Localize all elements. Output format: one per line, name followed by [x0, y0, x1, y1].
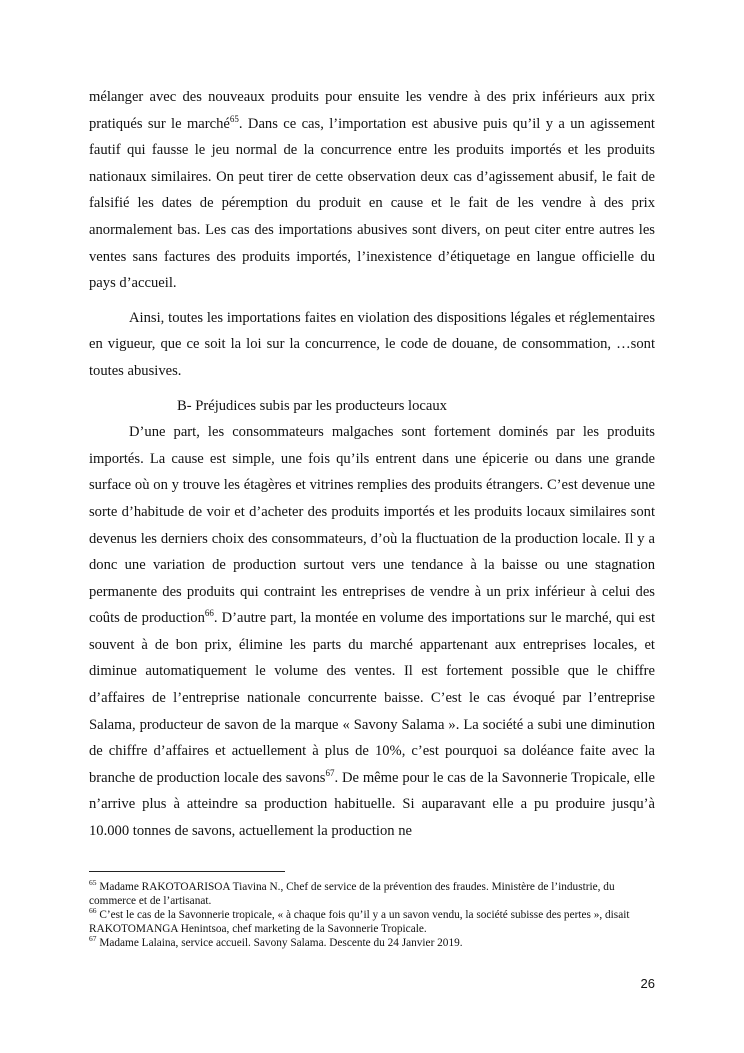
footnote-65	[89, 880, 655, 908]
footnote-separator	[89, 871, 285, 872]
footnote-ref-67: 67	[325, 767, 335, 778]
body-text	[89, 84, 655, 845]
footnote-ref-65: 65	[229, 113, 239, 124]
paragraph-text: . Dans ce cas, l’importation est abusive puis qu’il y a un agissement fautif qui fausse le jeu normal de la concurrence entre les produits importés et les produits nationaux similaires. On peut tirer de cette observation deux cas d’agissement abusif, le fait de falsifié les dates de péremption du produit en cause et le fait de les vendre à des prix anormalement bas. Les cas des importations abusives sont divers, on peut citer entre autres les ventes sans factures des produits importés, l’inexistence d’étiquetage en langue officielle du pays d’accueil.	[89, 115, 655, 292]
footnote-text: C’est le cas de la Savonnerie tropicale, « à chaque fois qu’il y a un savon vendu, la société subisse des pertes », disait RAKOTOMANGA Henintsoa, chef marketing de la Savonnerie Tropicale.	[89, 909, 630, 935]
footnotes	[89, 880, 655, 950]
footnote-66	[89, 908, 655, 936]
footnote-67	[89, 936, 655, 950]
paragraph-prejudices	[89, 419, 655, 845]
paragraph-importation-abusive	[89, 84, 655, 297]
paragraph-text: D’une part, les consommateurs malgaches sont fortement dominés par les produits importés. La cause est simple, une fois qu’ils entrent dans une épicerie ou dans une grande surface où on y trouve les étagères et vitrines remplies des produits étrangers. C’est devenue une sorte d’habitude de voir et d’acheter des produits importés et les produits locaux similaires sont devenus les derniers choix des consommateurs, d’où la fluctuation de la production locale. Il y a donc une variation de production surtout vers une tendance à la baisse ou une stagnation permanente des produits qui contraint les entreprises de vendre à un prix inférieur à celui des coûts de production	[89, 424, 655, 627]
footnote-number: 66	[89, 906, 97, 916]
footnote-number: 65	[89, 878, 97, 888]
footnote-text: Madame Lalaina, service accueil. Savony Salama. Descente du 24 Janvier 2019.	[96, 937, 463, 949]
paragraph-text: . De même pour le cas de la Savonnerie Tropicale, elle n’arrive plus à atteindre sa production habituelle. Si auparavant elle a pu produire jusqu’à 10.000 tonnes de savons, actuellement la production ne	[89, 769, 655, 840]
section-heading: B- Préjudices subis par les producteurs locaux	[177, 397, 447, 414]
paragraph-ainsi: Ainsi, toutes les importations faites en violation des dispositions légales et réglementaires en vigueur, que ce soit la loi sur la concurrence, le code de douane, de consommation, …sont toutes abusives.	[89, 309, 655, 379]
paragraph-text: . D’autre part, la montée en volume des importations sur le marché, qui est souvent à de bon prix, élimine les parts du marché appartenant aux entreprises locales, et diminue automatiquement le volume des ventes. Il est fortement possible que le chiffre d’affaires de l’entreprise nationale concurrente baisse. C’est le cas évoqué par l’entreprise Salama, producteur de savon de la marque « Savony Salama ». La société a subi une diminution de chiffre d’affaires et actuellement à plus de 10%, c’est pourquoi sa doléance faite avec la branche de production locale des savons	[89, 610, 656, 786]
footnote-ref-66: 66	[204, 608, 214, 619]
paragraph-text: mélanger avec des nouveaux produits pour ensuite les vendre à des prix inférieurs aux prix pratiqués sur le marché	[89, 89, 655, 132]
page-number: 26	[640, 976, 655, 991]
footnote-text: Madame RAKOTOARISOA Tiavina N., Chef de service de la prévention des fraudes. Ministère de l’industrie, du commerce et de l’artisanat.	[89, 881, 615, 907]
footnote-number: 67	[89, 934, 97, 944]
